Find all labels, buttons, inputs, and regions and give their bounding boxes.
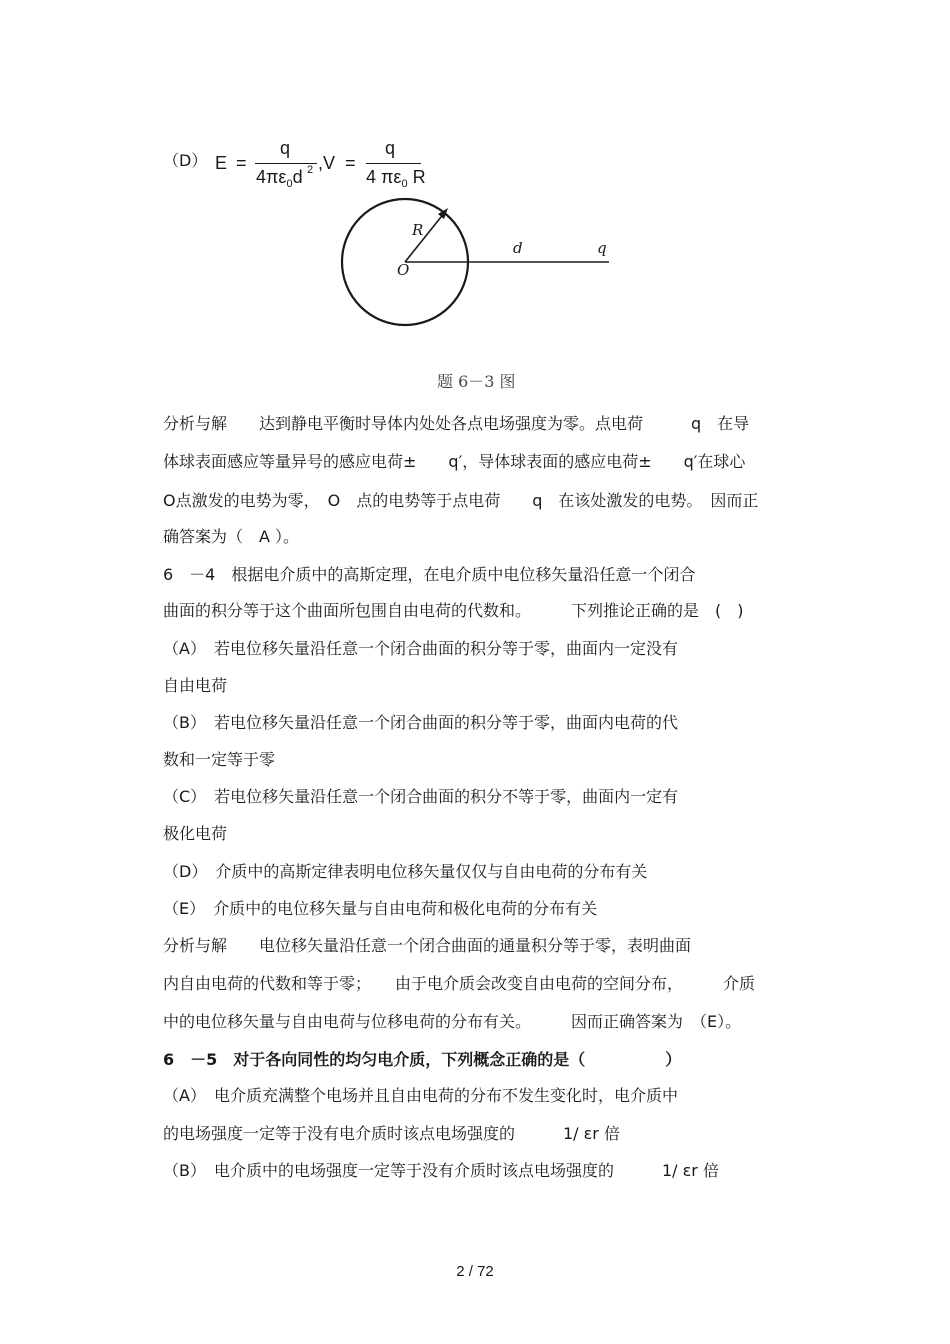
e-symbol: E [215, 153, 228, 173]
page-number: 2 / 72 [456, 1263, 494, 1280]
option-c: （C） 若电位移矢量沿任意一个闭合曲面的积分不等于零，曲面内一定有 [163, 787, 679, 806]
text-line: 确答案为（ A ）。 [163, 527, 300, 546]
text-line: 体球表面感应等量异号的感应电荷± q′，导体球表面的感应电荷± q′在球心 [163, 452, 746, 471]
label-d: d [513, 239, 523, 257]
option-e: （E） 介质中的电位移矢量与自由电荷和极化电荷的分布有关 [163, 899, 598, 918]
question-heading: 6 －4 根据电介质中的高斯定理，在电介质中电位移矢量沿任意一个闭合 [163, 565, 696, 584]
v-separator: ,V [318, 153, 336, 173]
option-b: （B） 电介质中的电场强度一定等于没有介质时该点电场强度的 1/ εr 倍 [163, 1161, 719, 1180]
text-line: 曲面的积分等于这个曲面所包围自由电荷的代数和。 下列推论正确的是 ( ) [163, 601, 744, 620]
text-line: O点激发的电势为零， O 点的电势等于点电荷 q 在该处激发的电势。 因而正 [163, 491, 759, 510]
equals-sign: = [236, 153, 247, 173]
text-line: 分析与解 达到静电平衡时导体内处处各点电场强度为零。点电荷 q 在导 [163, 414, 750, 433]
text-line: 中的电位移矢量与自由电荷与位移电荷的分布有关。 因而正确答案为 （E）。 [163, 1012, 742, 1031]
v-numerator: q [385, 138, 396, 158]
v-fraction-bar [366, 163, 421, 164]
text-line: 极化电荷 [163, 824, 228, 843]
radius-line [405, 212, 445, 262]
v-denominator: 4 $\pi\varepsilon_0$ R [366, 167, 426, 190]
option-label-d: （D） [163, 151, 208, 170]
text-line: 分析与解 电位移矢量沿任意一个闭合曲面的通量积分等于零，表明曲面 [163, 936, 692, 955]
e-denominator: $4\pi\varepsilon_0d$ [256, 167, 303, 190]
text-line: 自由电荷 [163, 676, 228, 695]
figure-caption: 题 6－3 图 [437, 372, 516, 391]
text-line: 数和一定等于零 [163, 750, 276, 769]
option-a: （A） 若电位移矢量沿任意一个闭合曲面的积分等于零，曲面内一定没有 [163, 639, 678, 658]
label-q: q [597, 239, 607, 257]
option-b: （B） 若电位移矢量沿任意一个闭合曲面的积分等于零，曲面内电荷的代 [163, 713, 678, 732]
text-line: 的电场强度一定等于没有电介质时该点电场强度的 1/ εr 倍 [163, 1124, 620, 1143]
question-heading: 6 －5 对于各向同性的均匀电介质，下列概念正确的是（ ） [163, 1050, 682, 1069]
sphere-diagram [335, 195, 625, 335]
label-o: O [397, 261, 410, 279]
text-line: 内自由电荷的代数和等于零； 由于电介质会改变自由电荷的空间分布， 介质 [163, 974, 756, 993]
e-numerator: q [280, 138, 291, 158]
option-a: （A） 电介质充满整个电场并且自由电荷的分布不发生变化时，电介质中 [163, 1086, 678, 1105]
option-d: （D） 介质中的高斯定律表明电位移矢量仅仅与自由电荷的分布有关 [163, 862, 648, 881]
label-r: R [412, 221, 424, 239]
equals-sign: = [345, 153, 356, 173]
e-exponent: 2 [307, 164, 314, 176]
